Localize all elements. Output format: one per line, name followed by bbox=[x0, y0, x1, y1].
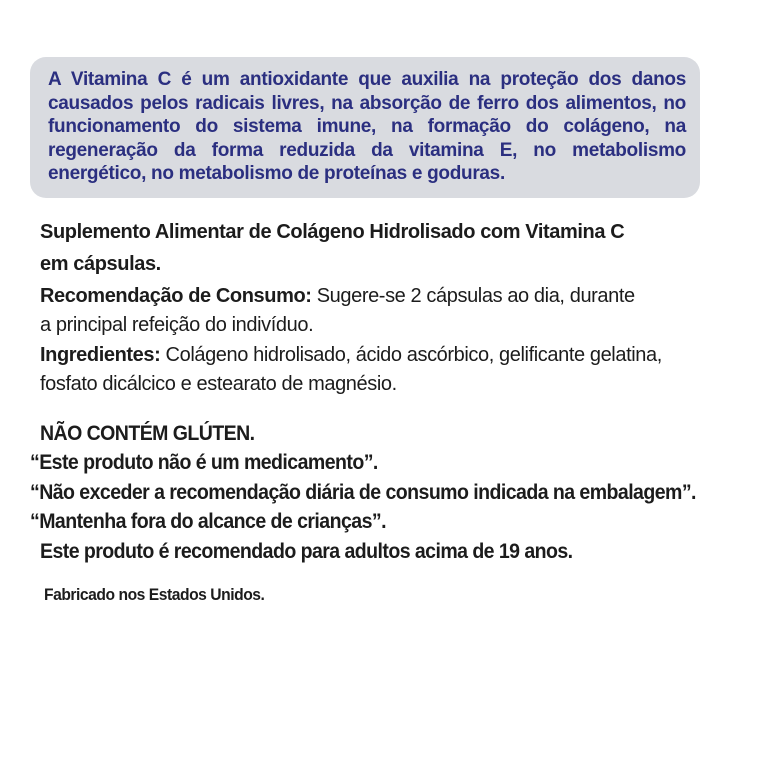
ingredients-text-1: Colágeno hidrolisado, ácido ascórbico, gelificante gelatina, bbox=[160, 344, 662, 366]
not-medicine-warning: “Este produto não é um medicamento”. bbox=[30, 451, 378, 474]
dosage-warning: “Não exceder a recomendação diária de consumo indicada na embalagem”. bbox=[30, 481, 696, 504]
recommendation-text-1: Sugere-se 2 cápsulas ao dia, durante bbox=[311, 285, 635, 307]
product-title-line-1: Suplemento Alimentar de Colágeno Hidrolisado com Vitamina C bbox=[40, 221, 625, 243]
vitamin-c-info-box bbox=[30, 57, 700, 198]
recommendation-text-2: a principal refeição do indivíduo. bbox=[40, 314, 314, 336]
vitamin-c-info-text: A Vitamina C é um antioxidante que auxilia na proteção dos danos causados pelos radicais livres, na absorção de ferro dos alimentos, no funcionamento do sistema imune, na formação do colágeno, na regeneração da forma reduzida da vitamina E, no metabolismo energético, no metabolismo de proteínas e goduras. bbox=[48, 69, 686, 184]
recommendation-label: Recomendação de Consumo: bbox=[40, 285, 312, 307]
adults-recommendation: Este produto é recomendado para adultos acima de 19 anos. bbox=[40, 540, 573, 563]
recommendation-line-1 bbox=[40, 285, 635, 308]
ingredients-line-1 bbox=[40, 344, 662, 367]
origin-text: Fabricado nos Estados Unidos. bbox=[44, 585, 265, 604]
children-warning: “Mantenha fora do alcance de crianças”. bbox=[30, 510, 386, 533]
gluten-warning: NÃO CONTÉM GLÚTEN. bbox=[40, 422, 255, 445]
product-title-line-2: em cápsulas. bbox=[40, 253, 161, 275]
ingredients-label: Ingredientes: bbox=[40, 344, 161, 366]
ingredients-text-2: fosfato dicálcico e estearato de magnésio. bbox=[40, 373, 397, 395]
